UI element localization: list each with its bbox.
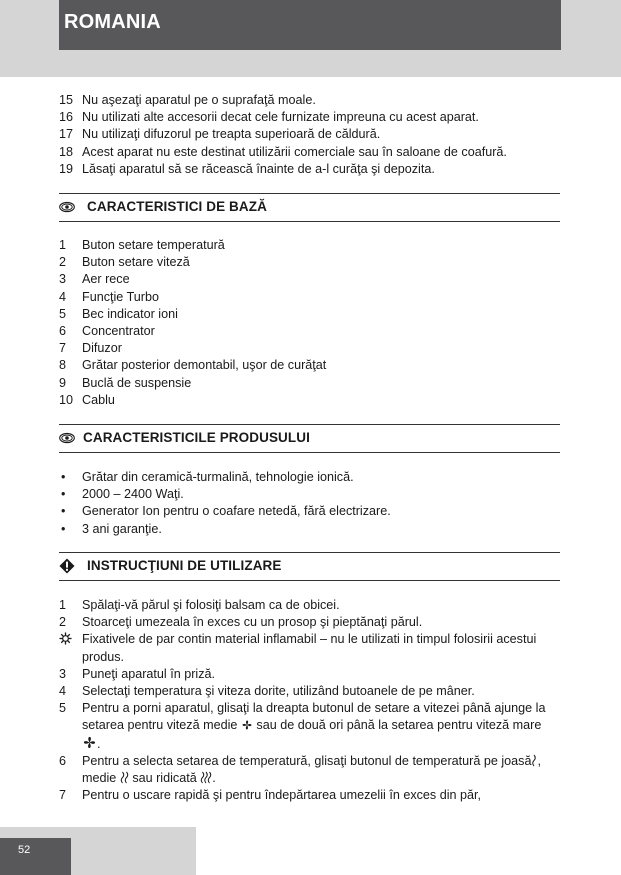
list-item: 9 Buclă de suspensie	[59, 375, 192, 390]
page-number: 52	[18, 844, 31, 856]
section-title: INSTRUCŢIUNI DE UTILIZARE	[87, 558, 282, 573]
list-item: 7 Pentru o uscare rapidă şi pentru îndepărtarea umezelii în exces din păr,	[59, 788, 482, 803]
section-header-instructions	[59, 552, 560, 581]
heat-medium-icon	[120, 771, 129, 784]
section-header-features	[59, 193, 560, 222]
list-item: 17 Nu utilizaţi difuzorul pe treapta superioară de căldură.	[59, 127, 381, 142]
list-item: • 2000 – 2400 Waţi.	[61, 487, 184, 502]
list-item: 3 Puneţi aparatul în priză.	[59, 666, 216, 681]
list-item: 1 Spălaţi-vă părul şi folosiţi balsam ca de obicei.	[59, 598, 340, 612]
list-item: • Grătar din ceramică-turmalină, tehnologie ionică.	[61, 470, 354, 484]
header-tab	[59, 0, 561, 50]
section-title: CARACTERISTICI DE BAZĂ	[87, 199, 267, 214]
section-header-product	[59, 424, 560, 453]
list-item: 3 Aer rece	[59, 272, 130, 287]
list-item: 5 Pentru a porni aparatul, glisaţi la dreapta butonul de setare a vitezei până ajunge la setarea pentru viteză medie sau de două ori până la setarea pentru viteză mare .	[59, 701, 546, 751]
fan-medium-icon	[241, 719, 253, 731]
features-list	[59, 237, 559, 409]
list-item: 8 Grătar posterior demontabil, uşor de curăţat	[59, 358, 327, 373]
list-item: 16 Nu utilizati alte accesorii decat cele furnizate impreuna cu acest aparat.	[59, 110, 479, 125]
list-item: 2 Buton setare viteză	[59, 255, 190, 270]
warning-item: Fixativele de par contin material inflamabil – nu le utilizati in timpul folosirii acestui produs.	[59, 631, 559, 665]
list-item: • Generator Ion pentru o coafare netedă, fără electrizare.	[61, 504, 391, 519]
fan-high-icon	[82, 735, 97, 750]
list-item: 10 Cablu	[59, 392, 115, 407]
list-item: 19 Lăsaţi aparatul să se răcească înainte de a-l curăţa şi depozita.	[59, 161, 435, 176]
eye-icon	[59, 199, 75, 215]
footer-tab	[0, 838, 71, 875]
eye-icon	[59, 430, 75, 446]
safety-list	[59, 92, 559, 178]
list-item: 2 Stoarceţi umezeala în exces cu un prosop şi pieptănaţi părul.	[59, 615, 423, 630]
list-item: • 3 ani garanţie.	[61, 521, 162, 536]
warning-icon	[59, 558, 75, 574]
star-warning-icon	[59, 632, 81, 650]
list-item: 5 Bec indicator ioni	[59, 306, 178, 321]
list-item: 6 Pentru a selecta setarea de temperatură, glisaţi butonul de temperatură pe joasă , medie sau ridicată .	[59, 753, 541, 785]
product-list	[59, 469, 559, 538]
list-item: 6 Concentrator	[59, 323, 155, 338]
instructions-list	[59, 597, 559, 804]
heat-high-icon	[200, 771, 212, 784]
list-item: 1 Buton setare temperatură	[59, 238, 225, 252]
section-title: CARACTERISTICILE PRODUSULUI	[83, 430, 310, 445]
list-item: 7 Difuzor	[59, 341, 122, 356]
list-item: 18 Acest aparat nu este destinat utilizării comerciale sau în saloane de coafură.	[59, 144, 507, 159]
list-item: 4 Selectaţi temperatura şi viteza dorite, utilizând butoanele de pe mâner.	[59, 683, 475, 698]
list-item: 4 Funcţie Turbo	[59, 289, 160, 304]
page-title: ROMANIA	[64, 11, 161, 33]
list-item: 15 Nu aşezaţi aparatul pe o suprafaţă moale.	[59, 93, 316, 107]
